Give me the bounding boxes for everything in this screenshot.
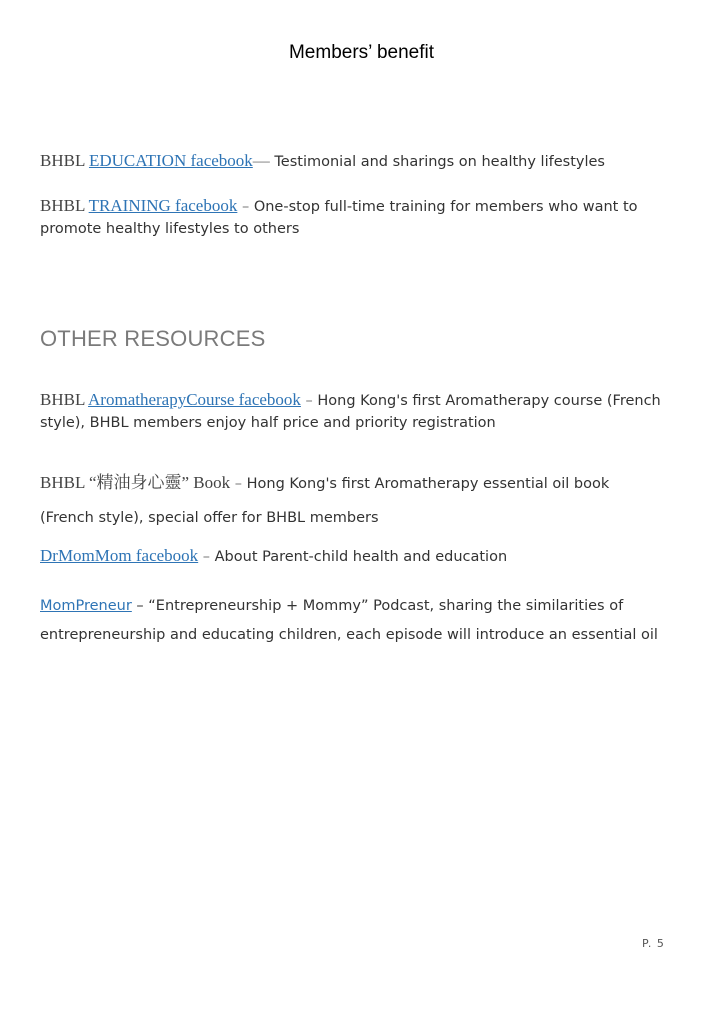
education-facebook-entry [40, 150, 690, 173]
education-description: Testimonial and sharings on healthy lifestyles [269, 154, 605, 170]
aromatherapy-dash: – [300, 393, 318, 409]
mompreneur-dash: – [131, 598, 149, 614]
page-number: P. 5 [642, 937, 665, 950]
drmommom-dash: – [198, 549, 215, 565]
aromatherapy-course-facebook-link[interactable]: AromatherapyCourse facebook [88, 390, 301, 409]
aromatherapy-prefix: BHBL [40, 390, 89, 409]
drmommom-description: About Parent-child health and education [214, 549, 508, 565]
education-dash: — [252, 151, 270, 170]
mompreneur-description-line2: entrepreneurship and educating children, each episode will introduce an essential oil [40, 627, 658, 643]
training-facebook-entry [40, 195, 690, 240]
book-title: BHBL “精油身心靈” Book [40, 473, 231, 492]
mompreneur-entry [40, 592, 690, 650]
aromatherapy-description: Hong Kong's first Aromatherapy course (French style), BHBL members enjoy half price and priority registration [40, 393, 661, 431]
other-resources-heading: OTHER RESOURCES [40, 326, 266, 351]
training-facebook-link[interactable]: TRAINING facebook [88, 196, 238, 215]
education-prefix: BHBL [40, 151, 89, 170]
drmommom-entry [40, 545, 690, 568]
mompreneur-description-line1: “Entrepreneurship + Mommy” Podcast, sharing the similarities of [148, 598, 624, 614]
aromatherapy-course-entry [40, 389, 690, 434]
training-description: One-stop full-time training for members who want to promote healthy lifestyles to others [40, 199, 638, 237]
mompreneur-link[interactable]: MomPreneur [40, 598, 132, 614]
book-description-line2: (French style), special offer for BHBL members [40, 510, 379, 526]
training-dash: – [237, 199, 254, 215]
drmommom-facebook-link[interactable]: DrMomMom facebook [40, 546, 199, 565]
book-entry [40, 466, 690, 535]
education-facebook-link[interactable]: EDUCATION facebook [88, 151, 253, 170]
training-prefix: BHBL [40, 196, 89, 215]
book-description-line1: Hong Kong's first Aromatherapy essential oil book [246, 476, 610, 492]
page-title: Members’ benefit [288, 42, 435, 63]
book-dash: – [230, 476, 247, 492]
